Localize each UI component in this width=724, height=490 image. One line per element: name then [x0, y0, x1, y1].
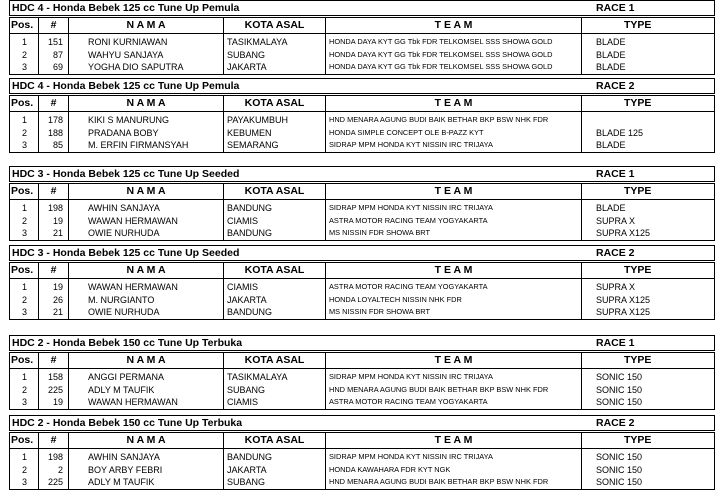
race-section	[9, 245, 715, 320]
table-row	[10, 371, 714, 383]
cell-name: OWIE NURHUDA	[88, 306, 160, 317]
cell-team: ASTRA MOTOR RACING TEAM YOGYAKARTA	[329, 396, 488, 406]
col-header-pos: Pos.	[10, 433, 39, 448]
cell-pos: 2	[21, 384, 27, 395]
cell-name: WAWAN HERMAWAN	[88, 282, 178, 293]
cell-pos: 3	[21, 476, 27, 487]
cell-city: SUBANG	[227, 49, 266, 60]
cell-team: HONDA SIMPLE CONCEPT OLE B-PAZZ KYT	[329, 127, 484, 137]
col-header-team: T E A M	[326, 18, 582, 33]
column-divider	[581, 279, 582, 319]
cell-type: SONIC 150	[596, 476, 643, 487]
column-divider	[68, 34, 69, 74]
cell-city: CIAMIS	[227, 396, 259, 407]
cell-num: 69	[52, 61, 63, 72]
column-divider	[325, 279, 326, 319]
table-row	[10, 214, 714, 226]
table-header-row	[10, 263, 714, 279]
table-header-row	[10, 96, 714, 112]
table-body	[10, 279, 714, 319]
cell-city: TASIKMALAYA	[227, 372, 288, 383]
section-title: HDC 2 - Honda Bebek 150 cc Tune Up Terbuka	[12, 417, 243, 429]
table-header-row	[10, 353, 714, 369]
section-title: HDC 4 - Honda Bebek 125 cc Tune Up Pemula	[12, 80, 240, 92]
col-header-type: TYPE	[624, 97, 652, 109]
cell-city: CIAMIS	[227, 215, 259, 226]
col-header-team: T E A M	[326, 263, 582, 278]
col-header-pos: Pos.	[10, 353, 39, 368]
cell-city: JAKARTA	[227, 294, 267, 305]
cell-type: SUPRA X125	[596, 306, 651, 317]
cell-num: 198	[47, 452, 63, 463]
cell-type: SONIC 150	[596, 372, 643, 383]
cell-city: BANDUNG	[227, 227, 273, 238]
cell-team: SIDRAP MPM HONDA KYT NISSIN IRC TRIJAYA	[329, 203, 493, 213]
col-header-type: TYPE	[624, 19, 652, 31]
cell-num: 188	[47, 127, 63, 138]
results-table	[9, 183, 715, 241]
section-title-row	[10, 1, 714, 15]
cell-num: 225	[47, 384, 63, 395]
cell-team: ASTRA MOTOR RACING TEAM YOGYAKARTA	[329, 215, 488, 225]
cell-name: OWIE NURHUDA	[88, 227, 160, 238]
col-header-team: T E A M	[326, 353, 582, 368]
cell-pos: 3	[21, 306, 27, 317]
col-header-team: T E A M	[326, 96, 582, 111]
cell-pos: 2	[21, 294, 27, 305]
cell-name: AWHIN SANJAYA	[88, 203, 160, 214]
results-table	[9, 17, 715, 75]
cell-type: BLADE 125	[596, 127, 644, 138]
col-header-type: TYPE	[624, 434, 652, 446]
cell-type: BLADE	[596, 49, 626, 60]
cell-name: BOY ARBY FEBRI	[88, 464, 163, 475]
cell-name: AWHIN SANJAYA	[88, 452, 160, 463]
col-header-team: T E A M	[326, 433, 582, 448]
col-header-pos: Pos.	[10, 96, 39, 111]
col-header-number: #	[39, 96, 69, 111]
cell-type: SUPRA X	[596, 282, 636, 293]
table-header-row	[10, 184, 714, 200]
cell-num: 19	[52, 215, 63, 226]
col-header-number: #	[39, 18, 69, 33]
cell-team: HND MENARA AGUNG BUDI BAIK BETHAR BKP BSW NHK FDR	[329, 115, 549, 125]
cell-name: WAHYU SANJAYA	[88, 49, 164, 60]
col-header-city: KOTA ASAL	[224, 96, 326, 111]
race-label: RACE 2	[596, 80, 635, 92]
cell-city: JAKARTA	[227, 464, 267, 475]
col-header-name: N A M A	[69, 353, 224, 368]
table-row	[10, 281, 714, 293]
race-label: RACE 2	[596, 247, 635, 259]
cell-team: HONDA LOYALTECH NISSIN NHK FDR	[329, 294, 462, 304]
table-row	[10, 126, 714, 138]
cell-type: BLADE	[596, 61, 626, 72]
column-divider	[68, 369, 69, 409]
section-title-row	[10, 167, 714, 181]
column-divider	[223, 369, 224, 409]
table-row	[10, 383, 714, 395]
table-body	[10, 449, 714, 489]
cell-name: WAWAN HERMAWAN	[88, 215, 178, 226]
cell-pos: 2	[21, 127, 27, 138]
col-header-name: N A M A	[69, 263, 224, 278]
cell-type: SUPRA X	[596, 215, 636, 226]
cell-num: 178	[47, 115, 63, 126]
section-title-box	[9, 166, 715, 182]
column-divider	[68, 279, 69, 319]
column-divider	[38, 369, 39, 409]
cell-name: WAWAN HERMAWAN	[88, 396, 178, 407]
cell-city: SUBANG	[227, 476, 266, 487]
column-divider	[325, 112, 326, 152]
cell-pos: 2	[21, 464, 27, 475]
column-divider	[223, 449, 224, 489]
table-header-row	[10, 18, 714, 34]
cell-team: SIDRAP MPM HONDA KYT NISSIN IRC TRIJAYA	[329, 139, 493, 149]
column-divider	[325, 369, 326, 409]
cell-num: 225	[47, 476, 63, 487]
table-row	[10, 227, 714, 239]
column-divider	[581, 449, 582, 489]
col-header-number: #	[39, 263, 69, 278]
cell-pos: 1	[21, 452, 27, 463]
cell-num: 151	[47, 37, 63, 48]
column-divider	[38, 279, 39, 319]
race-label: RACE 2	[596, 417, 635, 429]
col-header-team: T E A M	[326, 184, 582, 199]
table-body	[10, 34, 714, 74]
cell-city: JAKARTA	[227, 61, 267, 72]
section-title: HDC 2 - Honda Bebek 150 cc Tune Up Terbuka	[12, 337, 243, 349]
column-divider	[325, 449, 326, 489]
cell-type: SUPRA X125	[596, 227, 651, 238]
cell-name: KIKI S MANURUNG	[88, 115, 170, 126]
cell-type: BLADE	[596, 37, 626, 48]
col-header-type: TYPE	[624, 264, 652, 276]
cell-pos: 3	[21, 396, 27, 407]
cell-team: SIDRAP MPM HONDA KYT NISSIN IRC TRIJAYA	[329, 452, 493, 462]
table-row	[10, 61, 714, 73]
cell-num: 26	[52, 294, 63, 305]
cell-pos: 3	[21, 61, 27, 72]
section-title: HDC 3 - Honda Bebek 125 cc Tune Up Seeded	[12, 168, 240, 180]
table-row	[10, 463, 714, 475]
table-body	[10, 369, 714, 409]
section-title-row	[10, 416, 714, 430]
col-header-type: TYPE	[624, 185, 652, 197]
race-section	[9, 335, 715, 410]
cell-type: SONIC 150	[596, 464, 643, 475]
cell-name: PRADANA BOBY	[88, 127, 159, 138]
table-body	[10, 112, 714, 152]
cell-team: HONDA DAYA KYT GG Tbk FDR TELKOMSEL SSS SHOWA GOLD	[329, 49, 553, 59]
results-table	[9, 432, 715, 490]
section-title-box	[9, 335, 715, 351]
cell-city: SEMARANG	[227, 139, 279, 150]
table-row	[10, 396, 714, 408]
results-table	[9, 95, 715, 153]
col-header-city: KOTA ASAL	[224, 263, 326, 278]
col-header-type: TYPE	[624, 354, 652, 366]
race-label: RACE 1	[596, 337, 635, 349]
column-divider	[68, 449, 69, 489]
cell-num: 19	[52, 396, 63, 407]
col-header-city: KOTA ASAL	[224, 433, 326, 448]
results-table	[9, 262, 715, 320]
cell-city: PAYAKUMBUH	[227, 115, 289, 126]
cell-num: 19	[52, 282, 63, 293]
race-label: RACE 1	[596, 168, 635, 180]
cell-name: M. ERFIN FIRMANSYAH	[88, 139, 189, 150]
col-header-number: #	[39, 433, 69, 448]
column-divider	[38, 34, 39, 74]
cell-team: HONDA DAYA KYT GG Tbk FDR TELKOMSEL SSS SHOWA GOLD	[329, 61, 553, 71]
table-row	[10, 202, 714, 214]
cell-name: ADLY M TAUFIK	[88, 476, 155, 487]
cell-city: TASIKMALAYA	[227, 37, 288, 48]
col-header-city: KOTA ASAL	[224, 18, 326, 33]
cell-team: HONDA KAWAHARA FDR KYT NGK	[329, 464, 451, 474]
table-row	[10, 48, 714, 60]
cell-city: BANDUNG	[227, 203, 273, 214]
cell-num: 2	[57, 464, 63, 475]
section-title: HDC 3 - Honda Bebek 125 cc Tune Up Seeded	[12, 247, 240, 259]
col-header-pos: Pos.	[10, 184, 39, 199]
cell-type: BLADE	[596, 139, 626, 150]
cell-city: BANDUNG	[227, 306, 273, 317]
column-divider	[581, 200, 582, 240]
cell-team: HONDA DAYA KYT GG Tbk FDR TELKOMSEL SSS SHOWA GOLD	[329, 37, 553, 47]
section-title: HDC 4 - Honda Bebek 125 cc Tune Up Pemula	[12, 2, 240, 14]
cell-num: 158	[47, 372, 63, 383]
cell-pos: 1	[21, 115, 27, 126]
table-row	[10, 476, 714, 488]
col-header-pos: Pos.	[10, 263, 39, 278]
column-divider	[68, 112, 69, 152]
cell-team: SIDRAP MPM HONDA KYT NISSIN IRC TRIJAYA	[329, 372, 493, 382]
cell-type: SONIC 150	[596, 396, 643, 407]
section-title-box	[9, 78, 715, 94]
race-label: RACE 1	[596, 2, 635, 14]
column-divider	[68, 200, 69, 240]
column-divider	[325, 200, 326, 240]
cell-team: HND MENARA AGUNG BUDI BAIK BETHAR BKP BSW NHK FDR	[329, 476, 549, 486]
column-divider	[38, 112, 39, 152]
cell-city: SUBANG	[227, 384, 266, 395]
cell-pos: 1	[21, 372, 27, 383]
cell-type: SONIC 150	[596, 384, 643, 395]
cell-pos: 2	[21, 215, 27, 226]
cell-num: 198	[47, 203, 63, 214]
cell-pos: 1	[21, 282, 27, 293]
race-section	[9, 0, 715, 75]
section-title-box	[9, 0, 715, 16]
section-title-box	[9, 245, 715, 261]
col-header-name: N A M A	[69, 184, 224, 199]
cell-pos: 1	[21, 37, 27, 48]
table-row	[10, 36, 714, 48]
col-header-number: #	[39, 353, 69, 368]
cell-pos: 1	[21, 203, 27, 214]
column-divider	[325, 34, 326, 74]
cell-pos: 3	[21, 139, 27, 150]
section-title-row	[10, 336, 714, 350]
column-divider	[581, 369, 582, 409]
cell-name: ADLY M TAUFIK	[88, 384, 155, 395]
col-header-name: N A M A	[69, 96, 224, 111]
column-divider	[223, 34, 224, 74]
cell-num: 87	[52, 49, 63, 60]
cell-num: 21	[52, 306, 63, 317]
race-section	[9, 415, 715, 490]
column-divider	[223, 279, 224, 319]
race-section	[9, 78, 715, 153]
column-divider	[38, 449, 39, 489]
cell-pos: 3	[21, 227, 27, 238]
col-header-name: N A M A	[69, 433, 224, 448]
cell-num: 21	[52, 227, 63, 238]
section-title-row	[10, 246, 714, 260]
cell-name: M. NURGIANTO	[88, 294, 155, 305]
cell-name: YOGHA DIO SAPUTRA	[88, 61, 184, 72]
cell-city: KEBUMEN	[227, 127, 272, 138]
cell-team: MS NISSIN FDR SHOWA BRT	[329, 306, 431, 316]
cell-name: RONI KURNIAWAN	[88, 37, 168, 48]
table-row	[10, 306, 714, 318]
col-header-city: KOTA ASAL	[224, 184, 326, 199]
cell-team: HND MENARA AGUNG BUDI BAIK BETHAR BKP BSW NHK FDR	[329, 384, 549, 394]
section-title-box	[9, 415, 715, 431]
column-divider	[581, 112, 582, 152]
table-row	[10, 114, 714, 126]
cell-type: BLADE	[596, 203, 626, 214]
table-row	[10, 451, 714, 463]
table-body	[10, 200, 714, 240]
cell-team: MS NISSIN FDR SHOWA BRT	[329, 227, 431, 237]
cell-name: ANGGI PERMANA	[88, 372, 165, 383]
col-header-number: #	[39, 184, 69, 199]
col-header-name: N A M A	[69, 18, 224, 33]
column-divider	[581, 34, 582, 74]
table-row	[10, 293, 714, 305]
cell-city: BANDUNG	[227, 452, 273, 463]
race-section	[9, 166, 715, 241]
column-divider	[38, 200, 39, 240]
table-header-row	[10, 433, 714, 449]
results-table	[9, 352, 715, 410]
section-title-row	[10, 79, 714, 93]
table-row	[10, 139, 714, 151]
cell-num: 85	[52, 139, 63, 150]
cell-city: CIAMIS	[227, 282, 259, 293]
col-header-city: KOTA ASAL	[224, 353, 326, 368]
column-divider	[223, 112, 224, 152]
cell-team: ASTRA MOTOR RACING TEAM YOGYAKARTA	[329, 282, 488, 292]
cell-type: SONIC 150	[596, 452, 643, 463]
cell-type: SUPRA X125	[596, 294, 651, 305]
col-header-pos: Pos.	[10, 18, 39, 33]
cell-pos: 2	[21, 49, 27, 60]
column-divider	[223, 200, 224, 240]
